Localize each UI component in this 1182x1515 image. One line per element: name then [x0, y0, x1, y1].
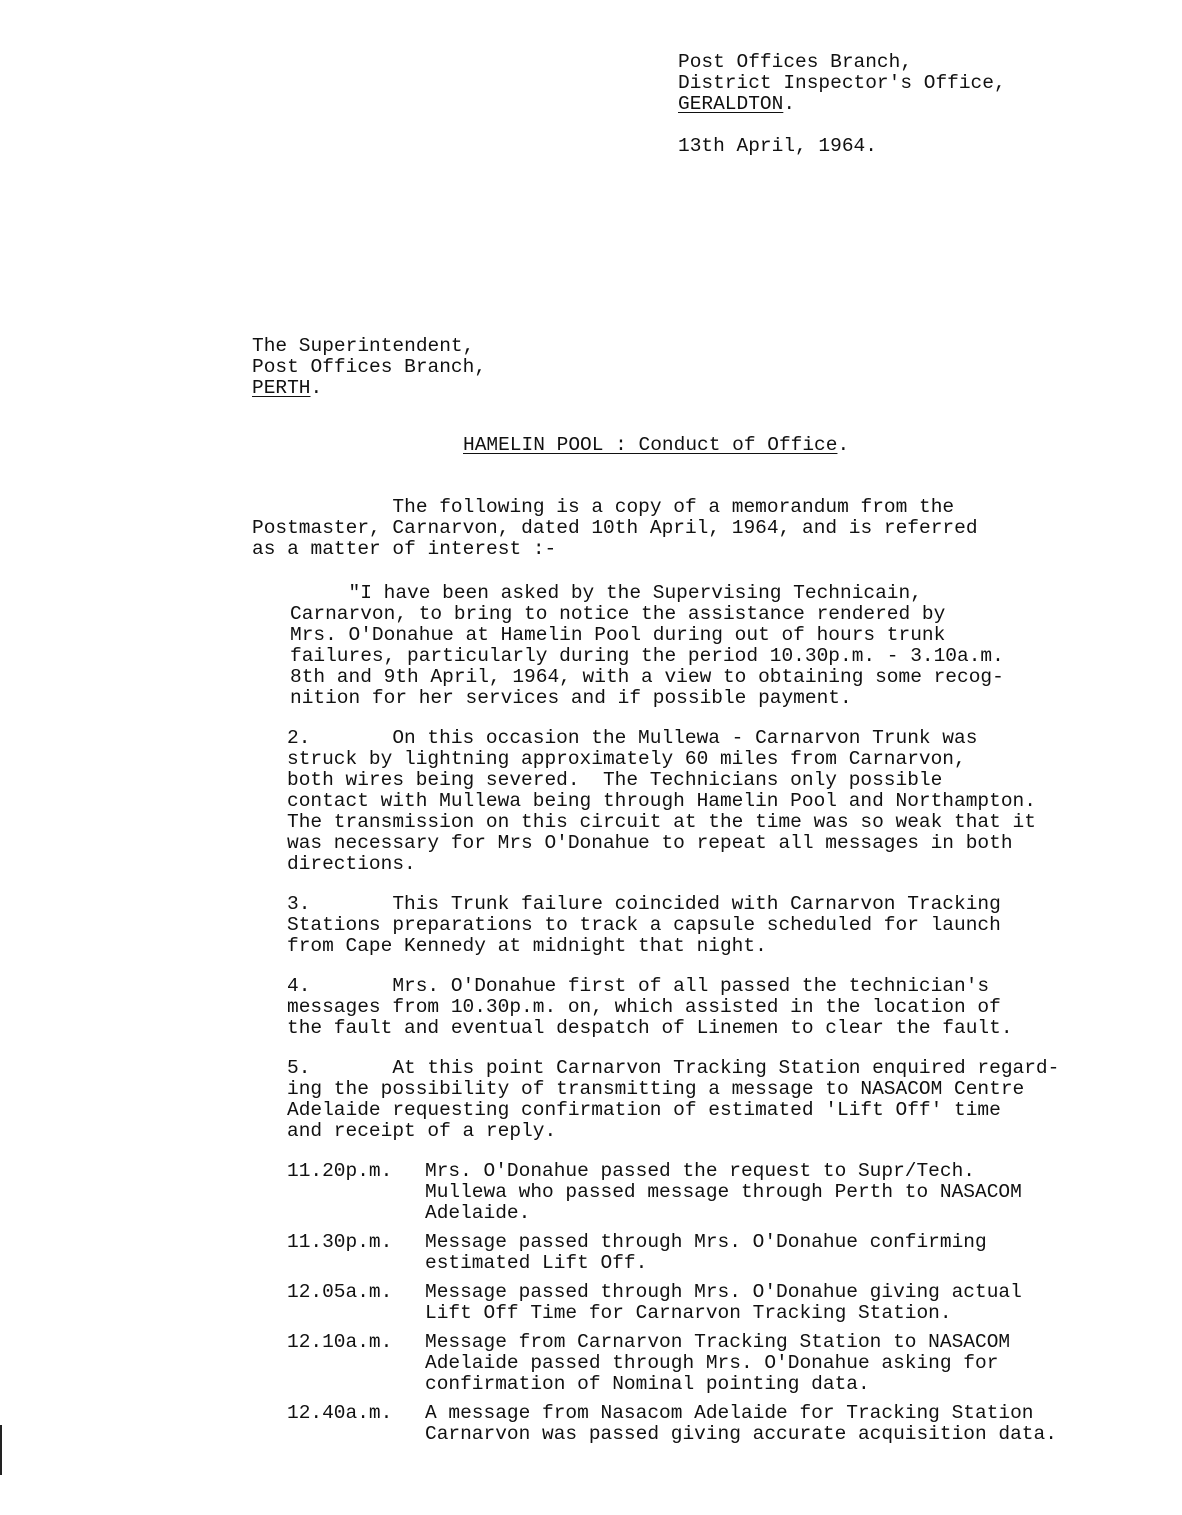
memo-line: struck by lightning approximately 60 miles from Carnarvon,	[287, 748, 966, 770]
recipient-line-1: The Superintendent,	[252, 335, 475, 357]
memo-line: ing the possibility of transmitting a message to NASACOM Centre	[287, 1078, 1025, 1100]
recipient-line-2: Post Offices Branch,	[252, 356, 487, 378]
log-text: Carnarvon was passed giving accurate acquisition data.	[425, 1423, 1057, 1445]
memo-line: failures, particularly during the period 10.30p.m. - 3.10a.m.	[290, 645, 1004, 667]
sender-town-suffix: .	[783, 93, 796, 115]
log-text: Message passed through Mrs. O'Donahue giving actual	[425, 1281, 1022, 1303]
memo-line: 4. Mrs. O'Donahue first of all passed the technician's	[287, 975, 990, 997]
recipient-city-suffix: .	[310, 377, 323, 399]
sender-line-3	[678, 94, 795, 115]
log-time: 11.30p.m.	[287, 1231, 393, 1253]
sender-town: GERALDTON	[678, 93, 784, 115]
log-text: Lift Off Time for Carnarvon Tracking Station.	[425, 1302, 952, 1324]
log-text: confirmation of Nominal pointing data.	[425, 1373, 870, 1395]
scan-edge-mark	[0, 1425, 2, 1475]
letter-date: 13th April, 1964.	[678, 135, 877, 157]
memo-line: nition for her services and if possible payment.	[290, 687, 852, 709]
log-time: 11.20p.m.	[287, 1160, 393, 1182]
memo-line: Mrs. O'Donahue at Hamelin Pool during out of hours trunk	[290, 624, 946, 646]
memo-line: and receipt of a reply.	[287, 1120, 557, 1142]
sender-line-1: Post Offices Branch,	[678, 51, 913, 73]
subject-heading	[463, 435, 849, 456]
memo-line: 2. On this occasion the Mullewa - Carnarvon Trunk was	[287, 727, 978, 749]
memo-line: messages from 10.30p.m. on, which assisted in the location of	[287, 996, 1001, 1018]
log-text: Mrs. O'Donahue passed the request to Supr/Tech.	[425, 1160, 975, 1182]
log-text: Adelaide passed through Mrs. O'Donahue asking for	[425, 1352, 999, 1374]
memo-line: the fault and eventual despatch of Linemen to clear the fault.	[287, 1017, 1013, 1039]
intro-line: Postmaster, Carnarvon, dated 10th April, 1964, and is referred	[252, 517, 978, 539]
memo-line: 8th and 9th April, 1964, with a view to obtaining some recog-	[290, 666, 1004, 688]
memo-line: Stations preparations to track a capsule scheduled for launch	[287, 914, 1001, 936]
log-time: 12.40a.m.	[287, 1402, 393, 1424]
log-text: Adelaide.	[425, 1202, 531, 1224]
memo-line: Carnarvon, to bring to notice the assistance rendered by	[290, 603, 946, 625]
memo-line: was necessary for Mrs O'Donahue to repeat all messages in both	[287, 832, 1013, 854]
memo-line: 5. At this point Carnarvon Tracking Station enquired regard-	[287, 1057, 1060, 1079]
memo-line: Adelaide requesting confirmation of estimated 'Lift Off' time	[287, 1099, 1001, 1121]
subject-suffix: .	[837, 434, 850, 456]
log-time: 12.10a.m.	[287, 1331, 393, 1353]
log-text: Mullewa who passed message through Perth to NASACOM	[425, 1181, 1022, 1203]
recipient-line-3	[252, 378, 322, 399]
memo-line: 3. This Trunk failure coincided with Carnarvon Tracking	[287, 893, 1001, 915]
log-text: estimated Lift Off.	[425, 1252, 648, 1274]
memo-line: contact with Mullewa being through Hamelin Pool and Northampton.	[287, 790, 1036, 812]
log-text: Message passed through Mrs. O'Donahue confirming	[425, 1231, 987, 1253]
log-text: A message from Nasacom Adelaide for Tracking Station	[425, 1402, 1034, 1424]
intro-line: The following is a copy of a memorandum from the	[252, 496, 955, 518]
memo-line: directions.	[287, 853, 416, 875]
subject-text: HAMELIN POOL : Conduct of Office	[463, 434, 838, 456]
memo-line: both wires being severed. The Technicians only possible	[287, 769, 943, 791]
memo-line: from Cape Kennedy at midnight that night.	[287, 935, 767, 957]
recipient-city: PERTH	[252, 377, 311, 399]
memo-line: The transmission on this circuit at the time was so weak that it	[287, 811, 1036, 833]
log-time: 12.05a.m.	[287, 1281, 393, 1303]
sender-line-2: District Inspector's Office,	[678, 72, 1006, 94]
memo-line: "I have been asked by the Supervising Technicain,	[290, 582, 922, 604]
intro-line: as a matter of interest :-	[252, 538, 557, 560]
log-text: Message from Carnarvon Tracking Station to NASACOM	[425, 1331, 1011, 1353]
